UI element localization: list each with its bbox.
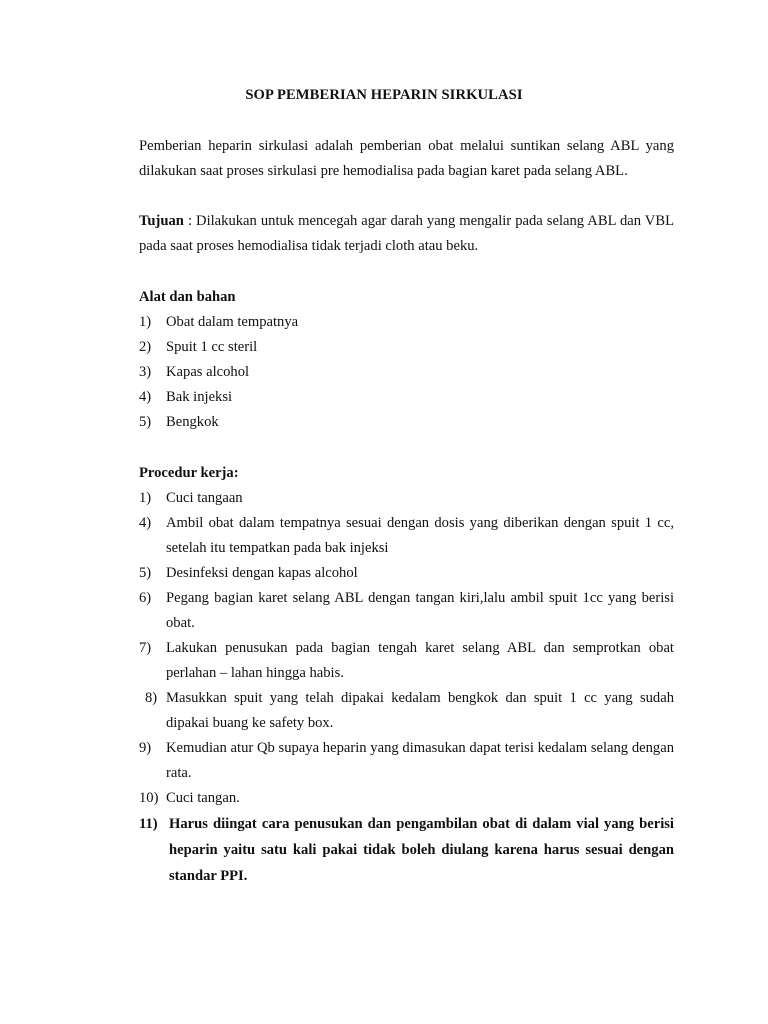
prosedur-item: [139, 636, 674, 686]
alat-item: [139, 385, 674, 410]
alat-item: [139, 310, 674, 335]
tujuan-label: Tujuan: [139, 213, 184, 229]
prosedur-item: [139, 811, 674, 889]
alat-item-number: 5): [139, 414, 152, 430]
intro-paragraph: Pemberian heparin sirkulasi adalah pemberian obat melalui suntikan selang ABL yang dilakukan saat proses sirkulasi pre hemodialisa pada bagian karet pada selang ABL.: [139, 138, 674, 179]
prosedur-item-text: Harus diingat cara penusukan dan pengambilan obat di dalam vial yang berisi heparin yaitu satu kali pakai tidak boleh diulang karena harus sesuai dengan standar PPI.: [169, 816, 674, 884]
prosedur-item-text: Cuci tangan.: [166, 790, 240, 806]
alat-item-number: 4): [139, 389, 152, 405]
tujuan-paragraph: [139, 209, 674, 259]
alat-item-text: Kapas alcohol: [166, 364, 250, 380]
prosedur-item: [139, 736, 674, 786]
alat-item-number: 1): [139, 314, 152, 330]
prosedur-item-number: 10): [139, 790, 159, 806]
prosedur-item-number: 5): [139, 565, 152, 581]
prosedur-item-number: 11): [139, 816, 158, 832]
document-title: SOP PEMBERIAN HEPARIN SIRKULASI: [245, 87, 523, 103]
prosedur-item-number: 8): [145, 690, 158, 706]
prosedur-item: [139, 511, 674, 561]
alat-item: [139, 410, 674, 435]
prosedur-item: [139, 586, 674, 636]
prosedur-list: [139, 486, 674, 889]
alat-item: [139, 335, 674, 360]
prosedur-item-text: Kemudian atur Qb supaya heparin yang dimasukan dapat terisi kedalam selang dengan rata.: [166, 740, 674, 781]
alat-item-text: Bak injeksi: [166, 389, 233, 405]
alat-heading: Alat dan bahan: [139, 289, 236, 305]
alat-item-number: 3): [139, 364, 152, 380]
alat-item-text: Spuit 1 cc steril: [166, 339, 258, 355]
prosedur-item-text: Masukkan spuit yang telah dipakai kedalam bengkok dan spuit 1 cc yang sudah dipakai buang ke safety box.: [166, 690, 674, 731]
prosedur-item-text: Desinfeksi dengan kapas alcohol: [166, 565, 358, 581]
prosedur-item-number: 1): [139, 490, 152, 506]
prosedur-item: [139, 561, 674, 586]
tujuan-text: : Dilakukan untuk mencegah agar darah yang mengalir pada selang ABL dan VBL pada saat proses hemodialisa tidak terjadi cloth atau beku.: [139, 213, 674, 254]
prosedur-item-text: Cuci tangaan: [166, 490, 243, 506]
alat-item-text: Bengkok: [166, 414, 219, 430]
prosedur-item: [139, 486, 674, 511]
prosedur-item: [139, 786, 674, 811]
prosedur-item-text: Lakukan penusukan pada bagian tengah karet selang ABL dan semprotkan obat perlahan – lahan hingga habis.: [166, 640, 674, 681]
alat-item: [139, 360, 674, 385]
prosedur-item: [139, 686, 674, 736]
prosedur-item-number: 9): [139, 740, 152, 756]
alat-item-number: 2): [139, 339, 152, 355]
alat-item-text: Obat dalam tempatnya: [166, 314, 299, 330]
prosedur-item-number: 7): [139, 640, 152, 656]
prosedur-item-number: 6): [139, 590, 152, 606]
prosedur-heading: Procedur kerja:: [139, 465, 239, 481]
prosedur-item-number: 4): [139, 515, 152, 531]
alat-list: [139, 310, 674, 435]
prosedur-item-text: Ambil obat dalam tempatnya sesuai dengan dosis yang diberikan dengan spuit 1 cc, setelah itu tempatkan pada bak injeksi: [166, 515, 674, 556]
prosedur-item-text: Pegang bagian karet selang ABL dengan tangan kiri,lalu ambil spuit 1cc yang berisi obat.: [166, 590, 674, 631]
